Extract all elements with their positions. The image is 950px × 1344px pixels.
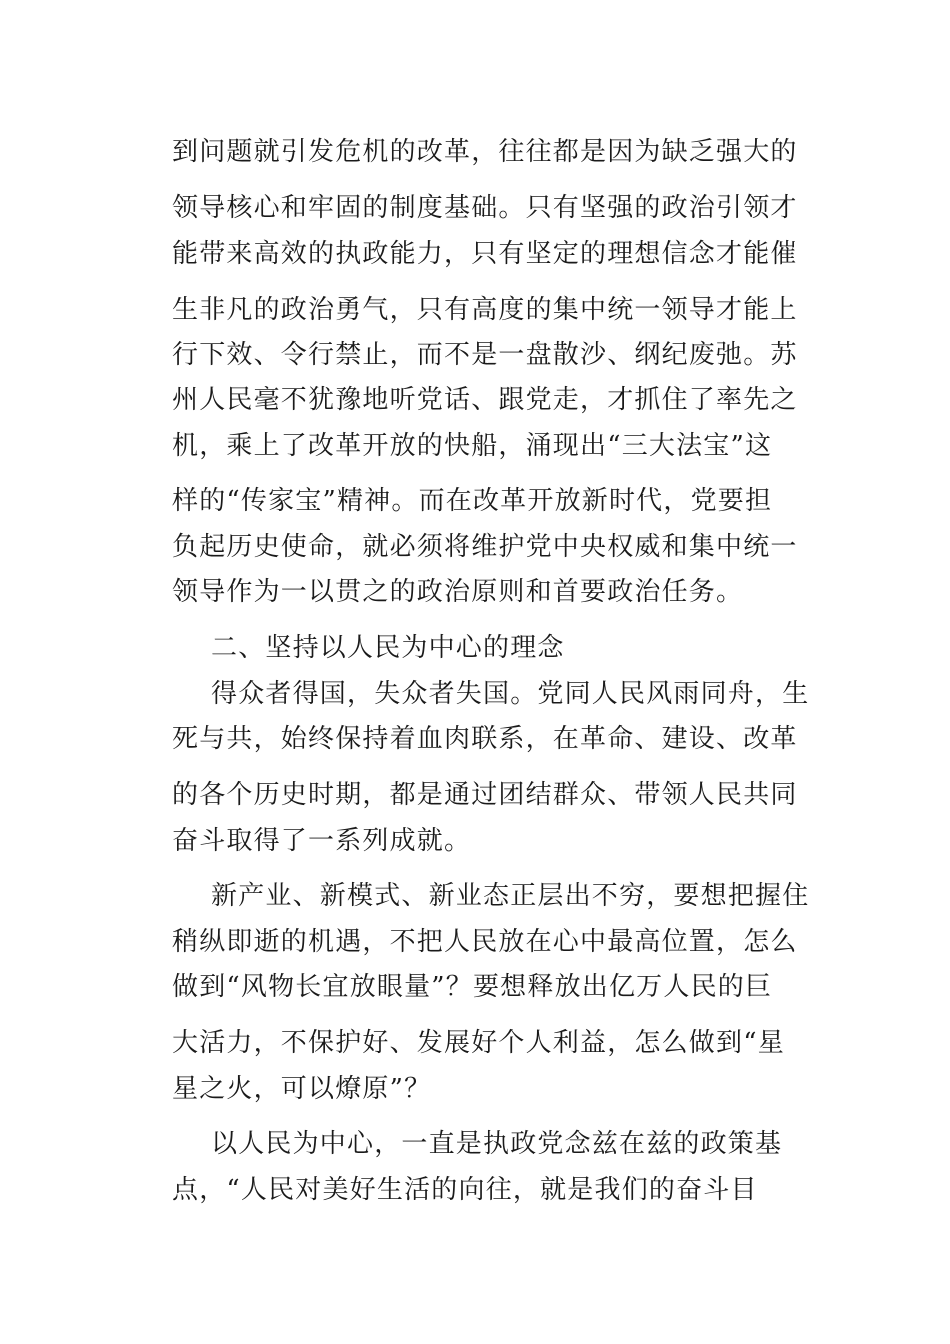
text-line: 能带来高效的执政能力，只有坚定的理想信念才能催 <box>172 239 798 269</box>
text-line: 生非凡的政治勇气，只有高度的集中统一领导才能上 <box>172 295 798 325</box>
paragraph-start-line: 以人民为中心，一直是执政党念兹在兹的政策基 <box>211 1129 783 1159</box>
text-line: 机，乘上了改革开放的快船，涌现出“三大法宝”这 <box>172 431 773 461</box>
text-line: 死与共，始终保持着血肉联系，在革命、建设、改革 <box>172 724 798 754</box>
text-line: 做到“风物长宜放眼量”？要想释放出亿万人民的巨 <box>172 972 773 1002</box>
paragraph-start-line: 新产业、新模式、新业态正层出不穷，要想把握住 <box>211 881 810 911</box>
text-line: 星之火，可以燎原”？ <box>172 1074 432 1104</box>
text-line: 负起历史使命，就必须将维护党中央权威和集中统一 <box>172 532 798 562</box>
text-line: 州人民毫不犹豫地听党话、跟党走，才抓住了率先之 <box>172 385 798 415</box>
text-line: 稍纵即逝的机遇，不把人民放在心中最高位置，怎么 <box>172 927 798 957</box>
text-line: 到问题就引发危机的改革，往往都是因为缺乏强大的 <box>172 137 798 167</box>
paragraph-start-line: 得众者得国，失众者失国。党同人民风雨同舟，生 <box>211 679 810 709</box>
text-line: 大活力，不保护好、发展好个人利益，怎么做到“星 <box>172 1028 785 1058</box>
text-line: 奋斗取得了一系列成就。 <box>172 826 472 856</box>
text-line: 的各个历史时期，都是通过团结群众、带领人民共同 <box>172 780 798 810</box>
text-line: 行下效、令行禁止，而不是一盘散沙、纲纪废弛。苏 <box>172 340 798 370</box>
section-heading: 二、坚持以人民为中心的理念 <box>211 633 565 663</box>
text-line: 领导作为一以贯之的政治原则和首要政治任务。 <box>172 577 744 607</box>
text-line: 领导核心和牢固的制度基础。只有坚强的政治引领才 <box>172 193 798 223</box>
text-line: 点，“人民对美好生活的向往，就是我们的奋斗目 <box>172 1175 758 1205</box>
text-line: 样的“传家宝”精神。而在改革开放新时代，党要担 <box>172 486 773 516</box>
